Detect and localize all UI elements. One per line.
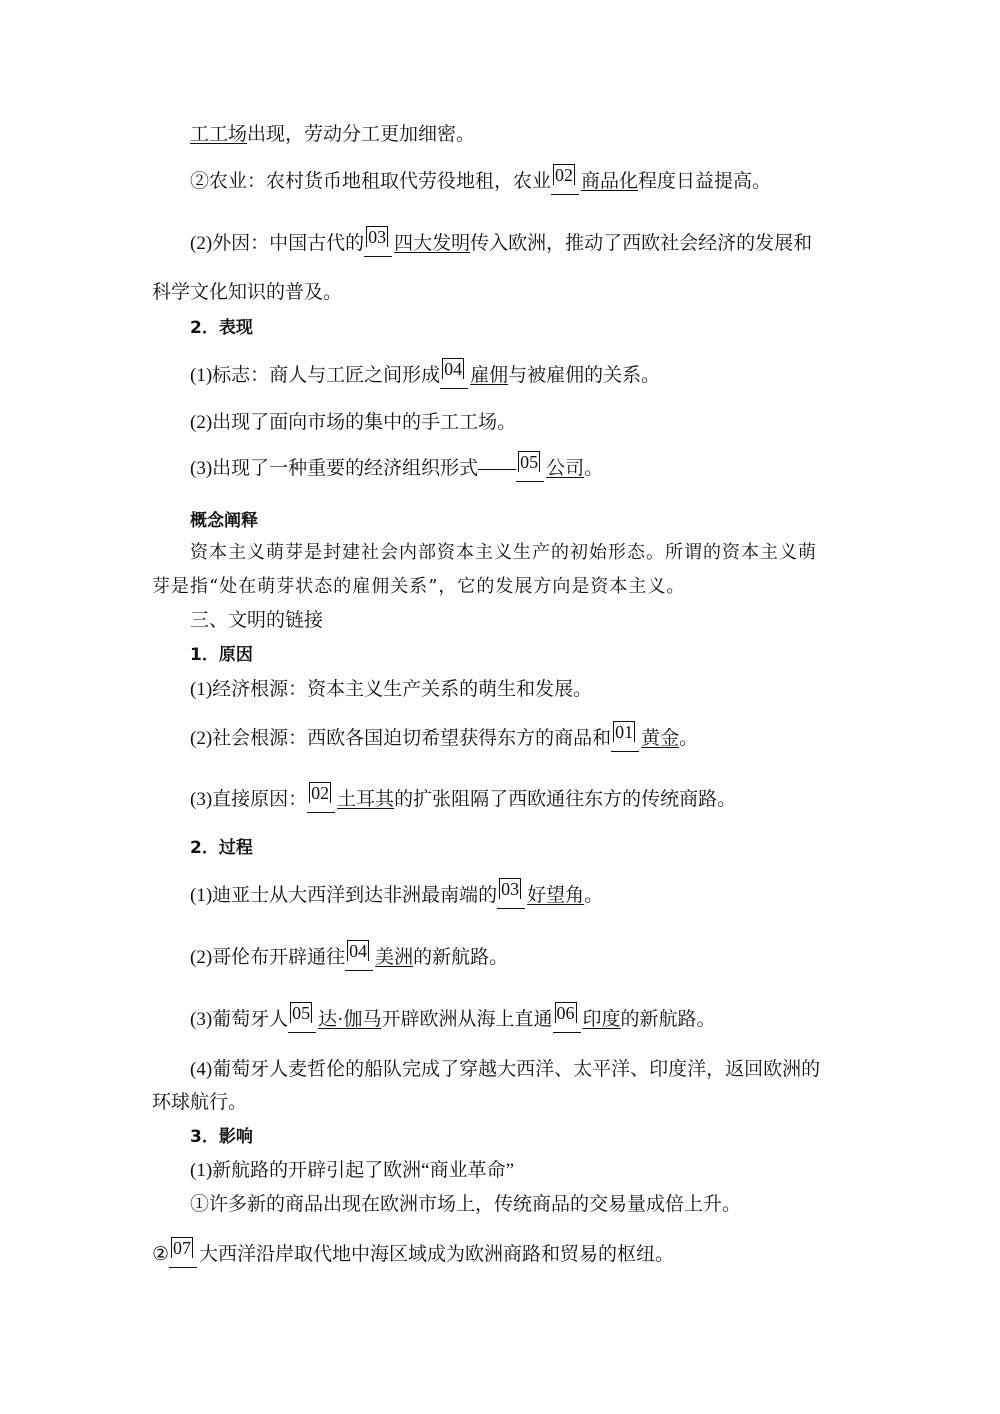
- blank-number-box: 03: [501, 879, 520, 899]
- blank-number-box: 01: [615, 722, 634, 742]
- answer-text: 达·伽马: [318, 1009, 382, 1030]
- section-heading: [190, 643, 253, 667]
- text-segment: (3)出现了一种重要的经济组织形式——: [190, 458, 517, 479]
- answer-text: 商品化: [581, 171, 639, 192]
- answer-blank: [364, 227, 392, 257]
- answer-text: 土耳其: [337, 789, 395, 810]
- blank-number-box: 06: [556, 1003, 575, 1023]
- text-line: [190, 165, 772, 195]
- answer-blank: [611, 722, 639, 752]
- text-segment: 大西洋沿岸取代地中海区域成为欧洲商路和贸易的枢纽。: [199, 1244, 675, 1265]
- text-line: [152, 1238, 675, 1268]
- text-segment: ②: [152, 1244, 170, 1265]
- text-segment: (3)直接原因：: [190, 789, 308, 810]
- text-segment: 1．原因: [190, 645, 253, 665]
- text-line: [190, 452, 604, 482]
- answer-blank: [169, 1238, 197, 1268]
- text-line: [190, 1193, 741, 1217]
- text-line: [190, 541, 817, 565]
- text-segment: 的新航路。: [620, 1009, 716, 1030]
- text-segment: 。: [679, 728, 699, 749]
- text-segment: 科学文化知识的普及。: [152, 282, 343, 303]
- text-line: [190, 123, 475, 147]
- text-segment: (1)迪亚士从大西洋到达非洲最南端的: [190, 885, 498, 906]
- blank-number-box: 02: [555, 165, 574, 185]
- text-segment: 三、文明的链接: [190, 610, 324, 631]
- text-segment: (3)葡萄牙人: [190, 1009, 289, 1030]
- text-segment: (1)经济根源：资本主义生产关系的萌生和发展。: [190, 679, 593, 700]
- answer-blank: [288, 1003, 316, 1033]
- text-segment: (4)葡萄牙人麦哲伦的船队完成了穿越大西洋、太平洋、印度洋，返回欧洲的: [190, 1059, 821, 1080]
- answer-text: 雇佣: [470, 365, 509, 386]
- text-segment: 芽是指“处在萌芽状态的雇佣关系”，它的发展方向是资本主义。: [152, 576, 686, 597]
- text-segment: (1)新航路的开辟引起了欧洲“商业革命”: [190, 1160, 515, 1181]
- text-segment: 传入欧洲，推动了西欧社会经济的发展和: [470, 233, 813, 254]
- text-segment: 与被雇佣的关系。: [508, 365, 661, 386]
- blank-number-box: 05: [292, 1003, 311, 1023]
- answer-text: 好望角: [527, 885, 585, 906]
- text-line: [190, 609, 323, 633]
- text-segment: 出现，劳动分工更加细密。: [247, 124, 476, 145]
- text-line: [152, 1091, 247, 1115]
- blank-number-box: 07: [173, 1238, 192, 1258]
- answer-blank: [497, 879, 525, 909]
- text-segment: (2)哥伦布开辟通往: [190, 947, 346, 968]
- answer-blank: [345, 941, 373, 971]
- text-segment: (2)出现了面向市场的集中的手工工场。: [190, 412, 517, 433]
- text-segment: 2．表现: [190, 318, 253, 338]
- blank-number-box: 03: [368, 227, 387, 247]
- section-heading: [190, 316, 253, 340]
- text-segment: (1)标志：商人与工匠之间形成: [190, 365, 441, 386]
- text-segment: 的新航路。: [413, 947, 509, 968]
- blank-number-box: 04: [349, 941, 368, 961]
- text-segment: 资本主义萌芽是封建社会内部资本主义生产的初始形态。所谓的资本主义萌: [190, 542, 817, 563]
- text-line: [190, 1159, 514, 1183]
- text-segment: 。: [584, 885, 604, 906]
- text-line: [152, 575, 685, 599]
- answer-text: 公司: [546, 458, 585, 479]
- answer-blank: [307, 783, 335, 813]
- answer-blank: [516, 452, 544, 482]
- text-segment: 3．影响: [190, 1127, 253, 1147]
- text-segment: (2)社会根源：西欧各国迫切希望获得东方的商品和: [190, 728, 612, 749]
- answer-blank: [551, 165, 579, 195]
- section-heading: [190, 509, 258, 533]
- text-line: [190, 678, 592, 702]
- text-segment: 程度日益提高。: [638, 171, 772, 192]
- text-line: [190, 722, 699, 752]
- blank-number-box: 02: [311, 783, 330, 803]
- answer-blank: [553, 1003, 581, 1033]
- text-line: [190, 879, 604, 909]
- text-segment: 开辟欧洲从海上直通: [381, 1009, 553, 1030]
- text-segment: 的扩张阻隔了西欧通往东方的传统商路。: [394, 789, 737, 810]
- blank-number-box: 04: [444, 359, 463, 379]
- section-heading: [190, 836, 253, 860]
- answer-text: 美洲: [375, 947, 414, 968]
- text-line: [152, 281, 342, 305]
- answer-text: 印度: [582, 1009, 621, 1030]
- answer-text: 工工场: [190, 124, 248, 145]
- text-segment: ②农业：农村货币地租取代劳役地租，农业: [190, 171, 552, 192]
- answer-text: 黄金: [641, 728, 680, 749]
- answer-text: 四大发明: [394, 233, 471, 254]
- section-heading: [190, 1125, 253, 1149]
- text-line: [190, 941, 509, 971]
- text-segment: 环球航行。: [152, 1092, 248, 1113]
- answer-blank: [440, 359, 468, 389]
- blank-number-box: 05: [520, 452, 539, 472]
- text-line: [190, 411, 516, 435]
- text-segment: 。: [584, 458, 604, 479]
- text-line: [190, 783, 737, 813]
- text-line: [190, 227, 813, 257]
- text-segment: 概念阐释: [190, 511, 258, 531]
- text-line: [190, 1003, 716, 1033]
- text-segment: (2)外因：中国古代的: [190, 233, 365, 254]
- text-segment: 2．过程: [190, 838, 253, 858]
- text-segment: ①许多新的商品出现在欧洲市场上，传统商品的交易量成倍上升。: [190, 1194, 742, 1215]
- text-line: [190, 359, 661, 389]
- text-line: [190, 1058, 820, 1082]
